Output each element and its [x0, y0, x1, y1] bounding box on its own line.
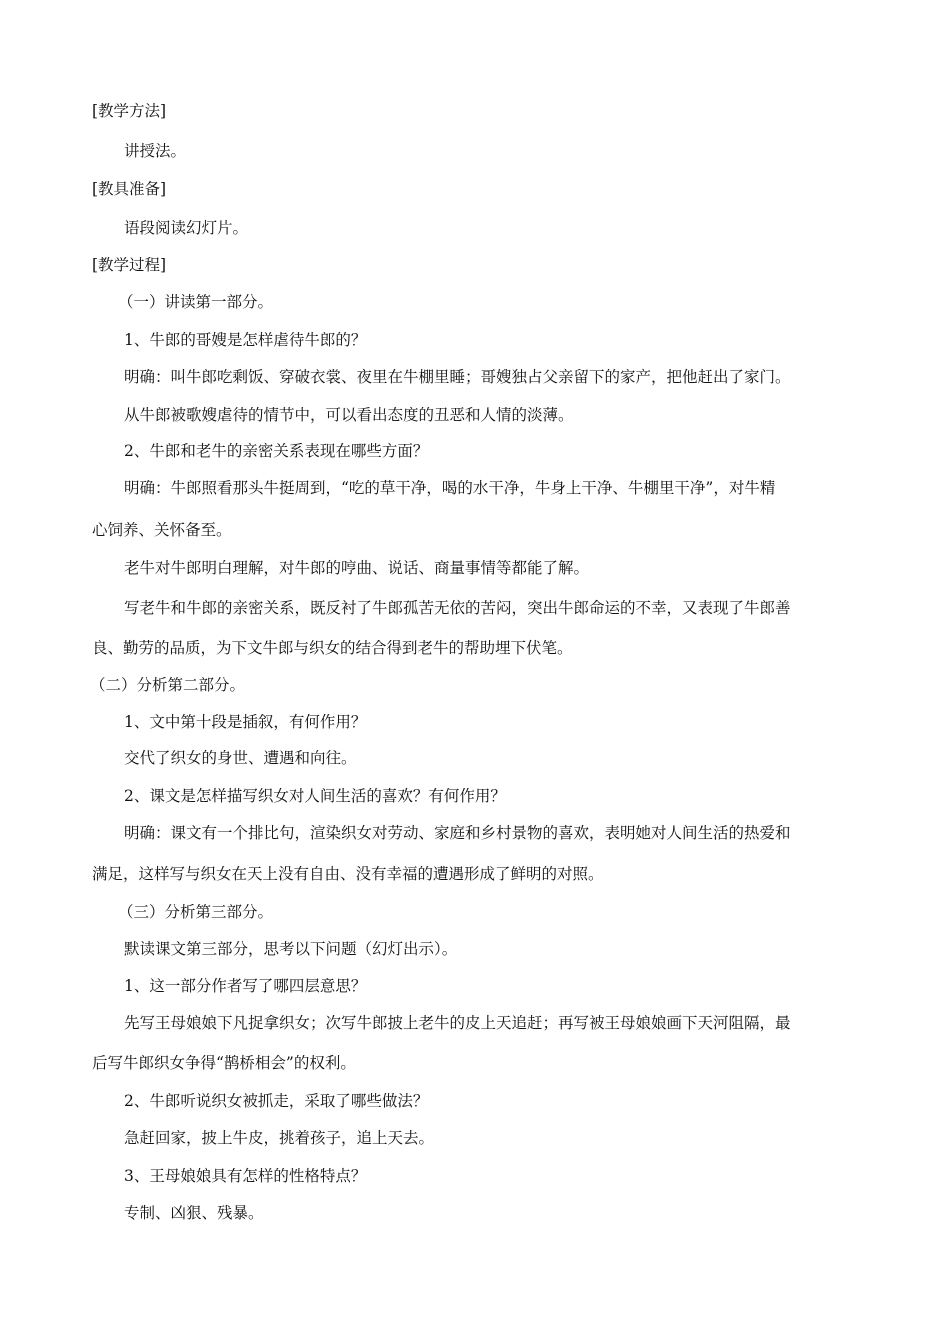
part1-answer-2b: 老牛对牛郎明白理解，对牛郎的哼曲、说话、商量事情等都能了解。: [124, 559, 590, 577]
part3-intro: 默读课文第三部分，思考以下问题（幻灯出示）。: [124, 940, 458, 958]
part1-answer-2c-line2: 良、勤劳的品质，为下文牛郎与织女的结合得到老牛的帮助埋下伏笔。: [92, 639, 573, 657]
part3-answer-1-line1: 先写王母娘娘下凡捉拿织女；次写牛郎披上老牛的皮上天追赶；再写被王母娘娘画下天河阻隔，最: [124, 1014, 791, 1032]
part2-answer-1: 交代了织女的身世、遭遇和向往。: [124, 749, 357, 767]
part1-question-2: 2、牛郎和老牛的亲密关系表现在哪些方面？: [124, 442, 429, 460]
part1-answer-1b: 从牛郎被歌嫂虐待的情节中，可以看出态度的丑恶和人情的淡薄。: [124, 406, 574, 424]
part1-title: （一）讲读第一部分。: [118, 293, 274, 311]
tools-heading: [教具准备]: [92, 180, 167, 198]
part3-answer-2: 急赶回家，披上牛皮，挑着孩子，追上天去。: [124, 1129, 435, 1147]
part1-answer-1: 明确：叫牛郎吃剩饭、穿破衣裳、夜里在牛棚里睡；哥嫂独占父亲留下的家产，把他赶出了家门。: [124, 368, 791, 386]
part2-title: （二）分析第二部分。: [90, 676, 246, 694]
part3-question-3: 3、王母娘娘具有怎样的性格特点？: [124, 1167, 367, 1185]
part2-answer-2-line1: 明确：课文有一个排比句，渲染织女对劳动、家庭和乡村景物的喜欢，表明她对人间生活的热爱和: [124, 824, 791, 842]
tools-text: 语段阅读幻灯片。: [124, 219, 249, 237]
method-text: 讲授法。: [124, 142, 187, 160]
part2-question-2: 2、课文是怎样描写织女对人间生活的喜欢？有何作用？: [124, 787, 506, 805]
part3-question-1: 1、这一部分作者写了哪四层意思？: [124, 977, 367, 995]
part1-answer-2-line1: 明确：牛郎照看那头牛挺周到，“吃的草干净，喝的水干净，牛身上干净、牛棚里干净”，对牛精: [124, 479, 776, 497]
part3-answer-1-line2: 后写牛郎织女争得“鹊桥相会”的权利。: [92, 1054, 356, 1072]
part2-question-1: 1、文中第十段是插叙，有何作用？: [124, 713, 367, 731]
part3-question-2: 2、牛郎听说织女被抓走，采取了哪些做法？: [124, 1092, 429, 1110]
part2-answer-2-line2: 满足，这样写与织女在天上没有自由、没有幸福的遭遇形成了鲜明的对照。: [92, 865, 604, 883]
part1-answer-2-line2: 心饲养、关怀备至。: [92, 521, 232, 539]
part3-title: （三）分析第三部分。: [118, 903, 274, 921]
part3-answer-3: 专制、凶狠、残暴。: [124, 1204, 264, 1222]
method-heading: [教学方法]: [92, 102, 167, 120]
part1-question-1: 1、牛郎的哥嫂是怎样虐待牛郎的？: [124, 331, 367, 349]
process-heading: [教学过程]: [92, 256, 167, 274]
part1-answer-2c-line1: 写老牛和牛郎的亲密关系，既反衬了牛郎孤苦无依的苦闷，突出牛郎命运的不幸，又表现了牛郎善: [124, 599, 791, 617]
